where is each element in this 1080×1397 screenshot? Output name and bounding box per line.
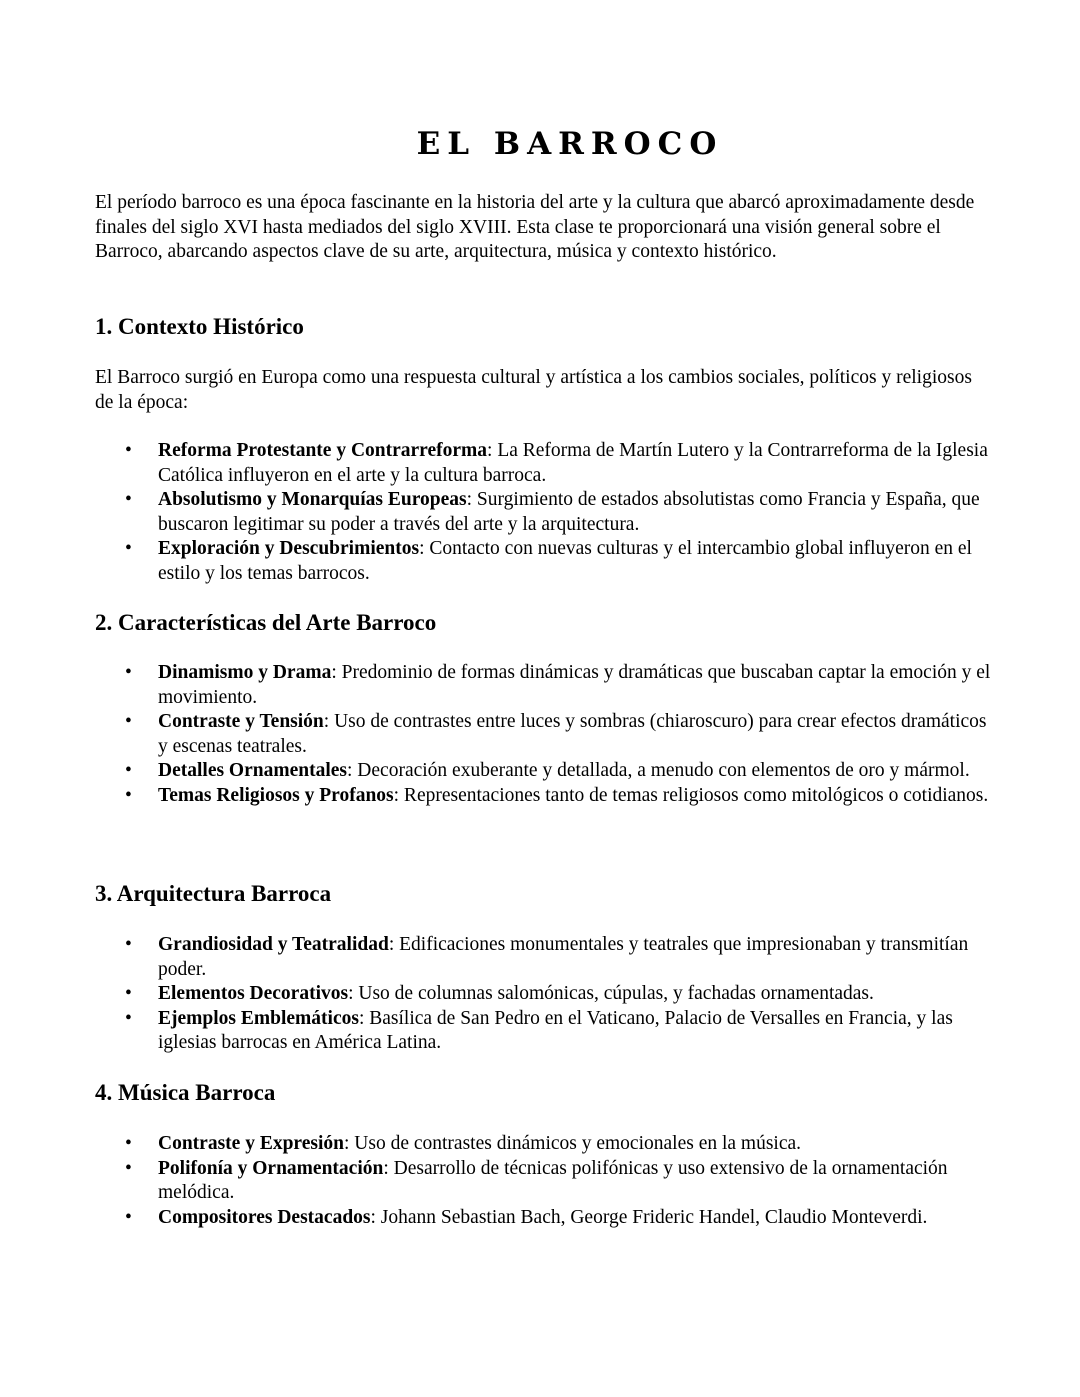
bullet-icon: • bbox=[125, 1133, 132, 1154]
bullet-icon: • bbox=[125, 489, 132, 510]
bullet-icon: • bbox=[125, 983, 132, 1004]
bullet-icon: • bbox=[125, 1206, 132, 1228]
list-item-term: Grandiosidad y Teatralidad bbox=[158, 934, 389, 955]
list-item-term: Contraste y Expresión bbox=[158, 1133, 344, 1154]
section-heading-contexto: 1. Contexto Histórico bbox=[95, 314, 304, 339]
list-item-desc: : Uso de contrastes entre luces y sombras (chiaroscuro) para crear efectos dramáticos y escenas teatrales. bbox=[158, 711, 987, 757]
bullet-list-contexto bbox=[95, 439, 995, 586]
list-item bbox=[95, 759, 995, 784]
bullet-list-caracteristicas bbox=[95, 661, 995, 808]
section-heading-caracteristicas: 2. Características del Arte Barroco bbox=[95, 610, 437, 635]
list-item-desc: : Contacto con nuevas culturas y el intercambio global influyeron en el estilo y los temas barrocos. bbox=[158, 538, 972, 584]
list-item-desc: : Johann Sebastian Bach, George Frideric Handel, Claudio Monteverdi. bbox=[370, 1206, 928, 1228]
section-heading-musica: 4. Música Barroca bbox=[95, 1080, 276, 1105]
list-item bbox=[95, 537, 995, 586]
bullet-icon: • bbox=[125, 662, 132, 683]
bullet-icon: • bbox=[125, 784, 132, 806]
list-item-term: Compositores Destacados bbox=[158, 1206, 371, 1228]
list-item-desc: : Surgimiento de estados absolutistas como Francia y España, que buscaron legitimar su poder a través del arte y la arquitectura. bbox=[158, 489, 980, 535]
list-item-desc: : Basílica de San Pedro en el Vaticano, Palacio de Versalles en Francia, y las iglesias barrocas en América Latina. bbox=[158, 1007, 953, 1053]
list-item-desc: : Uso de columnas salomónicas, cúpulas, y fachadas ornamentadas. bbox=[348, 983, 874, 1004]
list-item-desc: : La Reforma de Martín Lutero y la Contrarreforma de la Iglesia Católica influyeron en el arte y la cultura barroca. bbox=[158, 440, 988, 486]
list-item-term: Temas Religiosos y Profanos bbox=[158, 784, 394, 806]
list-item bbox=[95, 982, 995, 1007]
bullet-icon: • bbox=[125, 440, 132, 461]
section-text-contexto: El Barroco surgió en Europa como una respuesta cultural y artística a los cambios sociales, políticos y religiosos de la época: bbox=[95, 367, 972, 413]
list-item-desc: : Representaciones tanto de temas religiosos como mitológicos o cotidianos. bbox=[393, 784, 989, 806]
list-item bbox=[95, 1206, 995, 1231]
bullet-icon: • bbox=[125, 538, 132, 559]
list-item bbox=[95, 488, 995, 537]
list-item-desc: : Desarrollo de técnicas polifónicas y uso extensivo de la ornamentación melódica. bbox=[158, 1157, 948, 1203]
list-item-desc: : Edificaciones monumentales y teatrales que impresionaban y transmitían poder. bbox=[158, 934, 969, 980]
bullet-icon: • bbox=[125, 711, 132, 732]
list-item-term: Dinamismo y Drama bbox=[158, 662, 332, 683]
bullet-list-arquitectura bbox=[95, 933, 995, 1056]
list-item bbox=[95, 1007, 995, 1056]
list-item-term: Elementos Decorativos bbox=[158, 983, 349, 1004]
list-item-term: Contraste y Tensión bbox=[158, 711, 324, 732]
intro-paragraph: El período barroco es una época fascinante en la historia del arte y la cultura que abarcó aproximadamente desde finales del siglo XVI hasta mediados del siglo XVIII. Esta clase te proporcionará una visión general sobre el Barroco, abarcando aspectos clave de su arte, arquitectura, música y contexto histórico. bbox=[95, 192, 975, 262]
list-item bbox=[95, 439, 995, 488]
list-item bbox=[95, 1132, 995, 1157]
list-item bbox=[95, 710, 995, 759]
list-item bbox=[95, 1157, 995, 1206]
list-item-desc: : Predominio de formas dinámicas y dramáticas que buscaban captar la emoción y el movimiento. bbox=[158, 662, 991, 708]
list-item-term: Exploración y Descubrimientos bbox=[158, 538, 420, 559]
bullet-icon: • bbox=[125, 760, 132, 781]
list-item-desc: : Uso de contrastes dinámicos y emocionales en la música. bbox=[343, 1133, 802, 1154]
bullet-icon: • bbox=[125, 1157, 132, 1179]
bullet-icon: • bbox=[125, 934, 132, 955]
list-item-desc: : Decoración exuberante y detallada, a menudo con elementos de oro y mármol. bbox=[347, 760, 970, 781]
list-item-term: Reforma Protestante y Contrarreforma bbox=[158, 440, 488, 461]
list-item bbox=[95, 661, 995, 710]
document-title: EL BARROCO bbox=[416, 126, 724, 162]
section-heading-arquitectura: 3. Arquitectura Barroca bbox=[95, 881, 332, 906]
list-item-term: Ejemplos Emblemáticos bbox=[158, 1007, 359, 1029]
list-item bbox=[95, 933, 995, 982]
bullet-list-musica bbox=[95, 1132, 995, 1230]
bullet-icon: • bbox=[125, 1007, 132, 1029]
list-item-term: Detalles Ornamentales bbox=[158, 760, 348, 781]
list-item-term: Absolutismo y Monarquías Europeas bbox=[158, 489, 467, 510]
list-item bbox=[95, 784, 995, 809]
list-item-term: Polifonía y Ornamentación bbox=[158, 1157, 384, 1179]
